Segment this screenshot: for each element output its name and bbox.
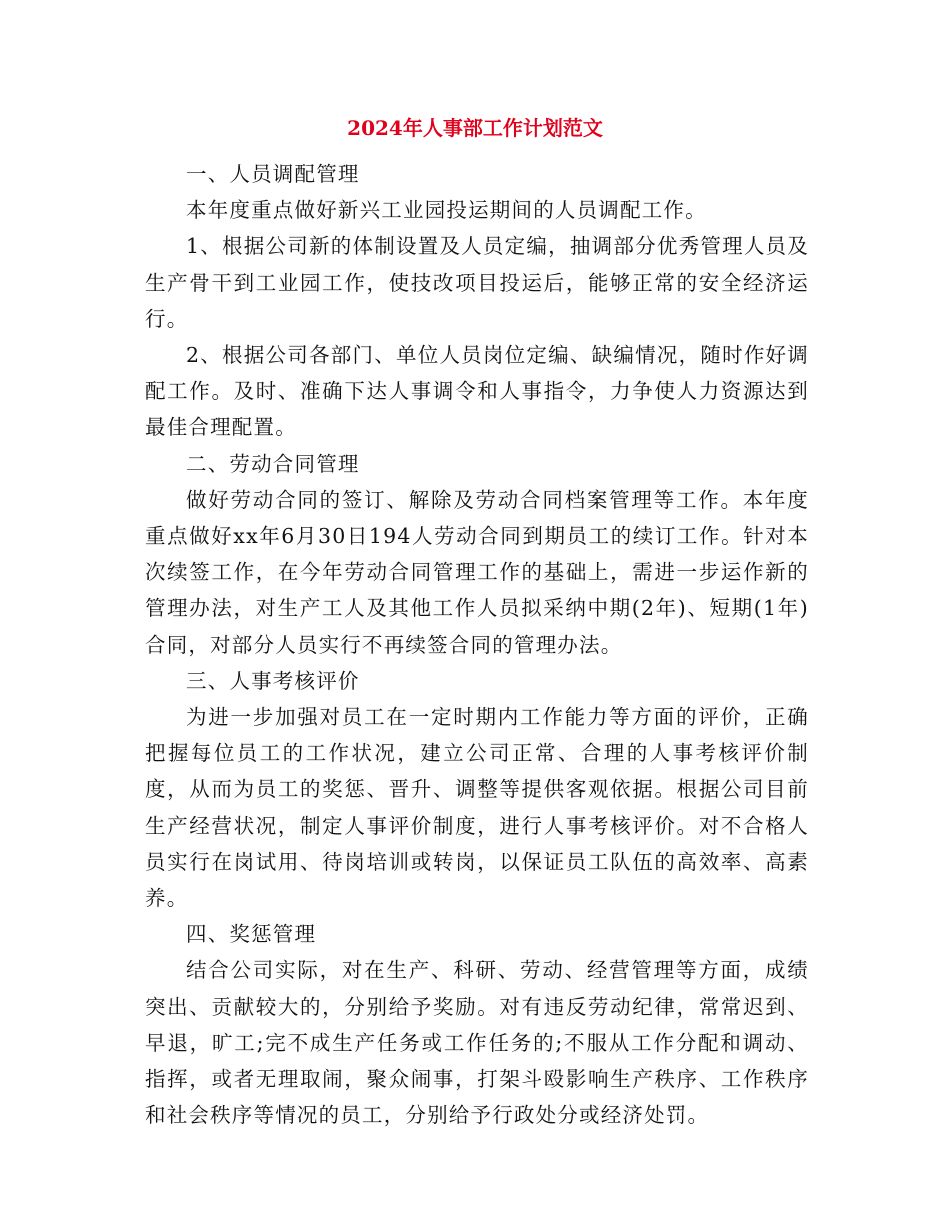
paragraph: 1、根据公司新的体制设置及人员定编，抽调部分优秀管理人员及生产骨干到工业园工作，使技改项目投运后，能够正常的安全经济运行。 [145, 234, 809, 331]
document-title: 2024年人事部工作计划范文 [347, 116, 603, 140]
paragraph: 做好劳动合同的签订、解除及劳动合同档案管理等工作。本年度重点做好xx年6月30日194人劳动合同到期员工的续订工作。针对本次续签工作，在今年劳动合同管理工作的基础上，需进一步运作新的管理办法，对生产工人及其他工作人员拟采纳中期(2年)、短期(1年)合同，对部分人员实行不再续签合同的管理办法。 [145, 487, 809, 657]
section-heading-personnel-evaluation: 三、人事考核评价 [186, 668, 360, 693]
paragraph: 2、根据公司各部门、单位人员岗位定编、缺编情况，随时作好调配工作。及时、准确下达人事调令和人事指令，力争使人力资源达到最佳合理配置。 [145, 343, 809, 440]
paragraph: 本年度重点做好新兴工业园投运期间的人员调配工作。 [186, 198, 707, 223]
section-heading-personnel-allocation: 一、人员调配管理 [186, 162, 360, 186]
section-heading-rewards-penalties: 四、奖惩管理 [186, 922, 317, 947]
paragraph: 为进一步加强对员工在一定时期内工作能力等方面的评价，正确把握每位员工的工作状况，建立公司正常、合理的人事考核评价制度，从而为员工的奖惩、晋升、调整等提供客观依据。根据公司目前生产经营状况，制定人事评价制度，进行人事考核评价。对不合格人员实行在岗试用、待岗培训或转岗，以保证员工队伍的高效率、高素养。 [145, 705, 809, 911]
paragraph: 结合公司实际，对在生产、科研、劳动、经营管理等方面，成绩突出、贡献较大的，分别给予奖励。对有违反劳动纪律，常常迟到、早退，旷工;完不成生产任务或工作任务的;不服从工作分配和调动、指挥，或者无理取闹，聚众闹事，打架斗殴影响生产秩序、工作秩序和社会秩序等情况的员工，分别给予行政处分或经济处罚。 [145, 958, 809, 1128]
document-body [145, 156, 809, 1133]
section-heading-labor-contract: 二、劳动合同管理 [186, 451, 360, 476]
